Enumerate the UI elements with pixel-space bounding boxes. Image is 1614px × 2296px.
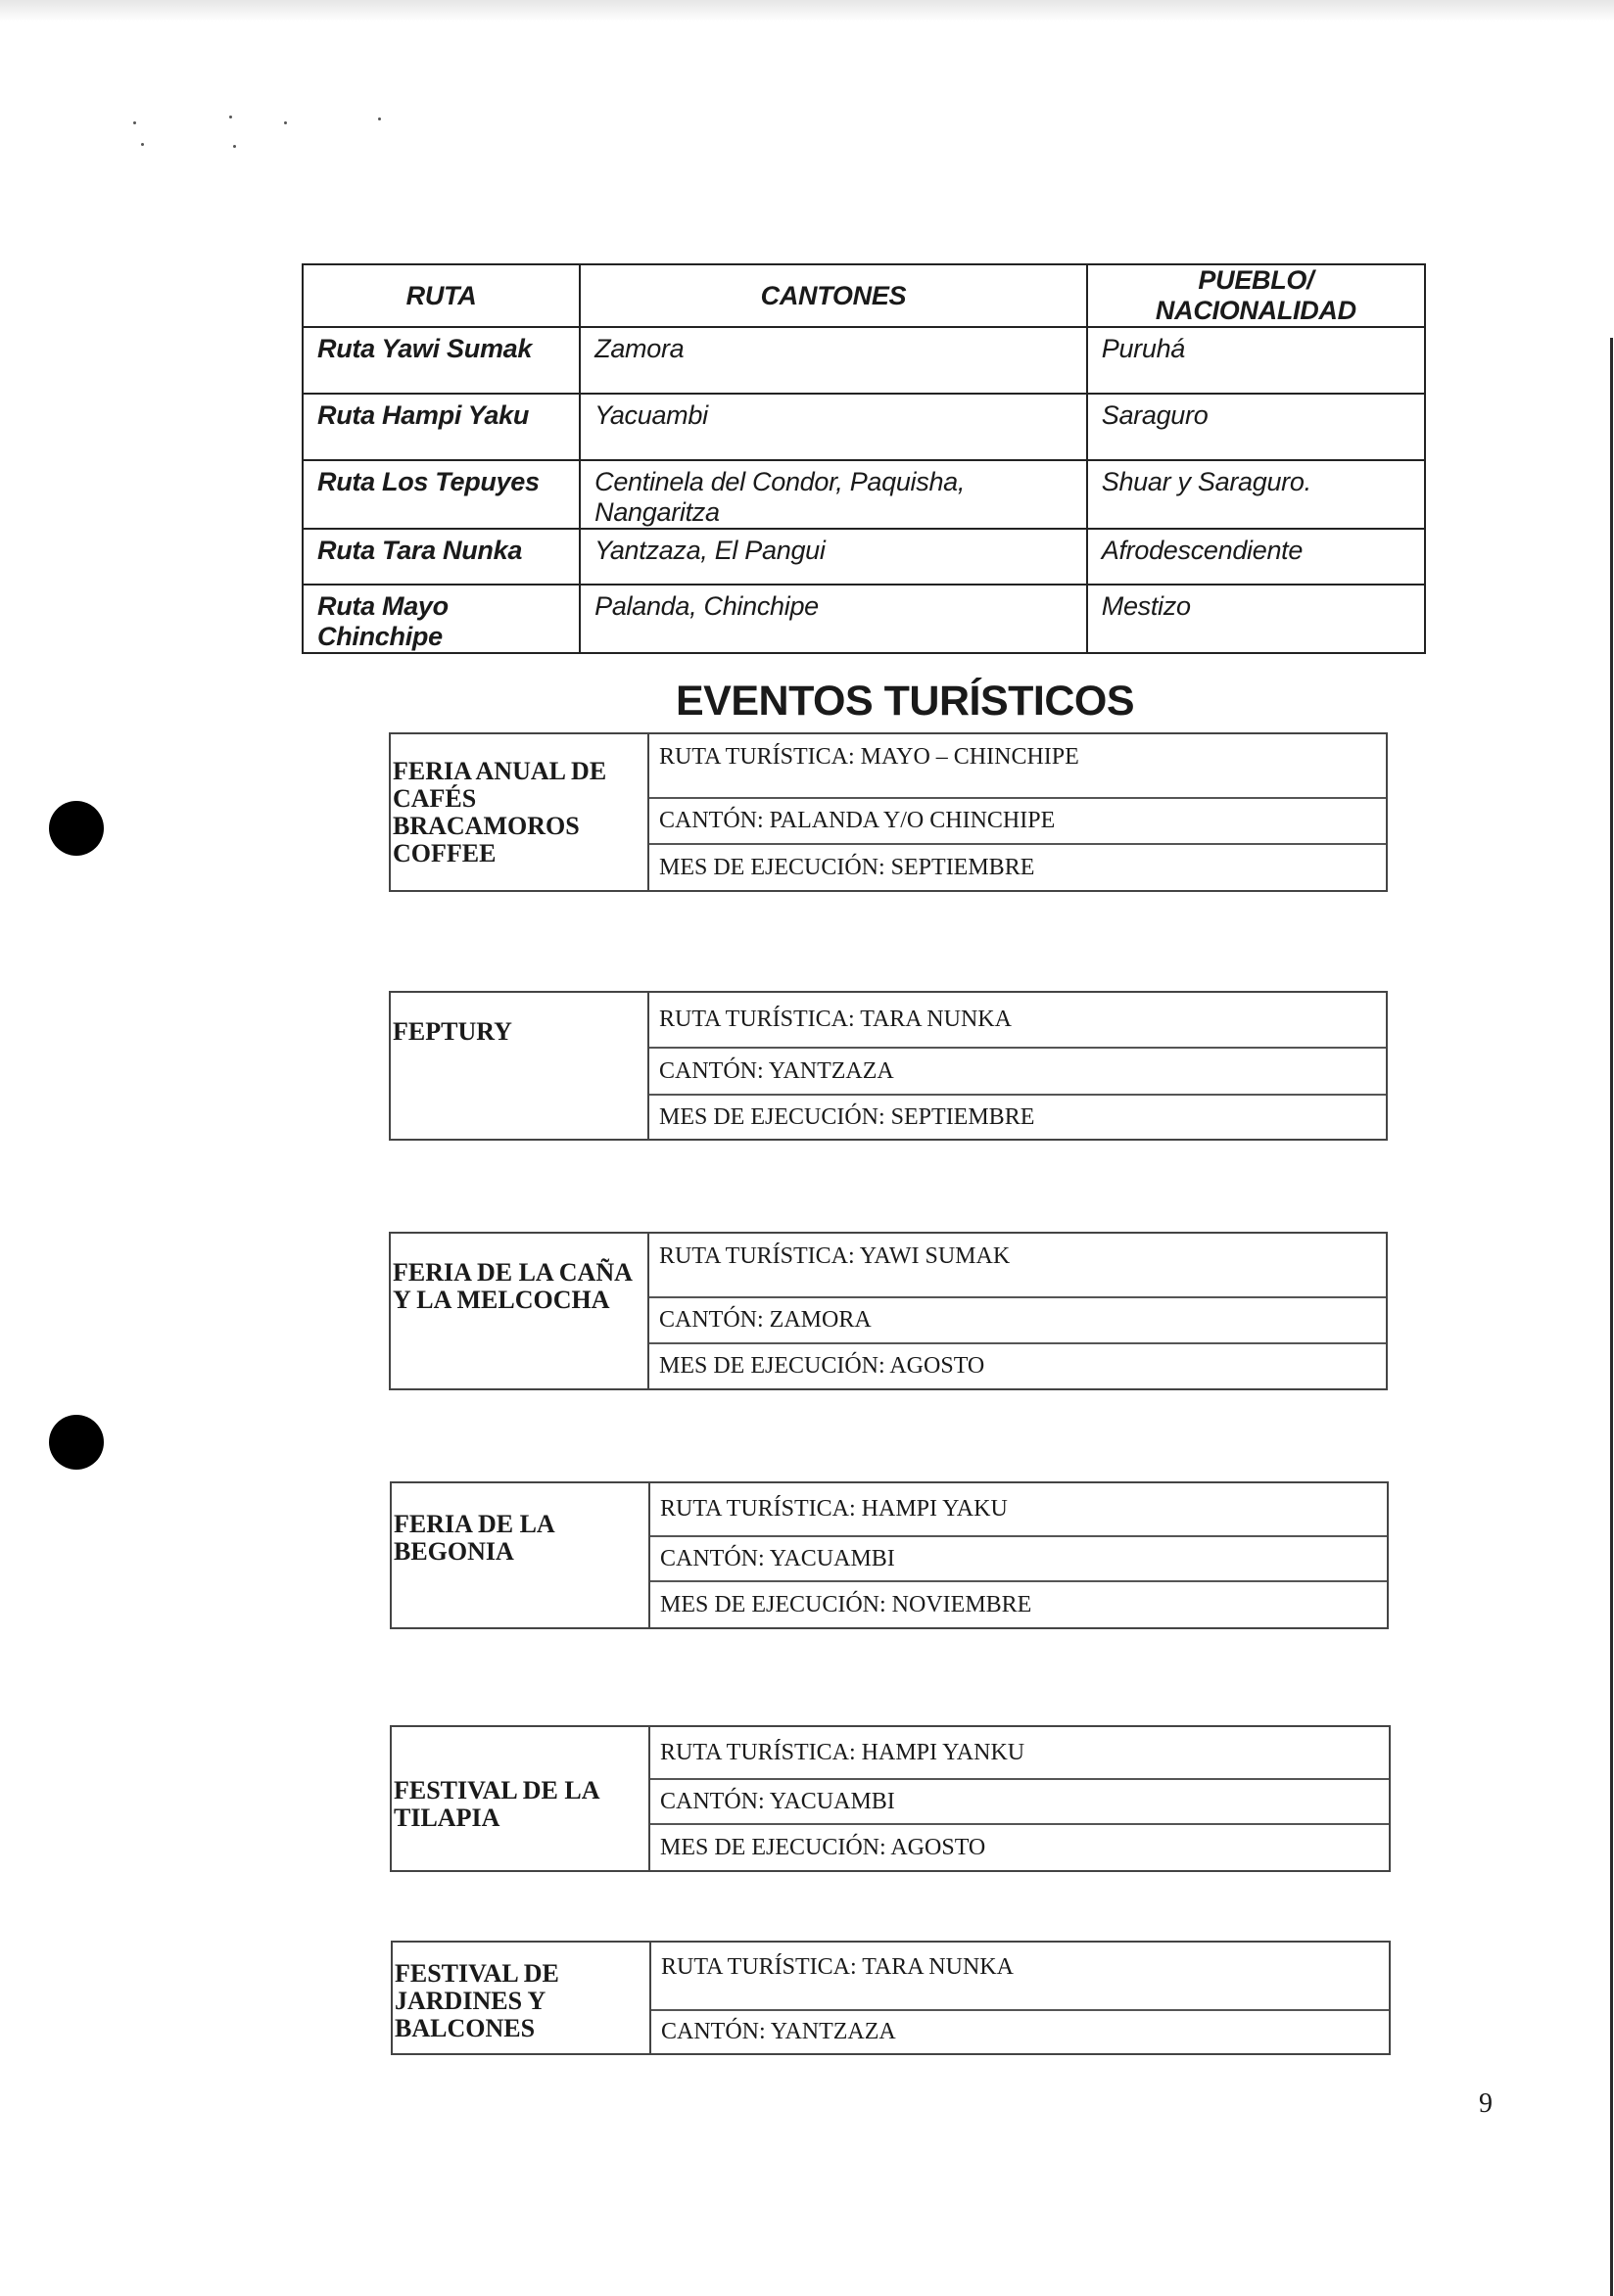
event-details [649,734,1386,890]
header-ruta: RUTA [303,264,580,327]
table-row [303,585,1425,653]
event-card [389,732,1388,892]
event-name-cell [393,1943,651,2053]
cantons-cell: Centinela del Condor, Paquisha, Nangaritza [580,460,1087,529]
event-details [649,993,1386,1139]
event-canton: CANTÓN: YACUAMBI [650,1780,1389,1825]
table-row [303,529,1425,585]
scan-top-edge [0,0,1614,22]
event-month: MES DE EJECUCIÓN: SEPTIEMBRE [659,1103,1035,1130]
people-cell: Saraguro [1087,394,1425,460]
event-card [390,1481,1389,1629]
event-route: RUTA TURÍSTICA: HAMPI YAKU [650,1483,1387,1537]
event-canton: CANTÓN: PALANDA Y/O CHINCHIPE [649,799,1386,845]
event-card [391,1941,1391,2055]
event-route: RUTA TURÍSTICA: TARA NUNKA [651,1943,1389,2011]
event-month: MES DE EJECUCIÓN: SEPTIEMBRE [659,854,1035,880]
event-name: FESTIVAL DE JARDINES Y BALCONES [395,1959,559,2042]
event-canton: CANTÓN: YANTZAZA [661,2019,896,2044]
event-name-cell [391,993,649,1139]
people-cell: Shuar y Saraguro. [1087,460,1425,529]
event-month: MES DE EJECUCIÓN: AGOSTO [659,1353,985,1379]
event-name-cell [392,1727,650,1870]
event-name: FERIA DE LA CAÑA Y LA MELCOCHA [393,1258,633,1314]
event-canton: CANTÓN: YACUAMBI [650,1537,1387,1582]
event-details [650,1727,1389,1870]
event-name: FESTIVAL DE LA TILAPIA [394,1776,600,1832]
cantons-cell: Yacuambi [580,394,1087,460]
event-route: RUTA TURÍSTICA: TARA NUNKA [649,993,1386,1049]
event-card [389,1232,1388,1390]
people-cell: Afrodescendiente [1087,529,1425,585]
page-number: 9 [1479,2088,1493,2119]
event-card [389,991,1388,1141]
route-cell: Ruta Yawi Sumak [303,327,580,394]
event-details [651,1943,1389,2053]
event-route: RUTA TURÍSTICA: YAWI SUMAK [649,1234,1386,1298]
routes-table [302,263,1426,654]
event-route: RUTA TURÍSTICA: MAYO – CHINCHIPE [649,734,1386,799]
cantons-cell: Yantzaza, El Pangui [580,529,1087,585]
punch-hole-top [49,801,104,856]
header-pueblo: PUEBLO/ NACIONALIDAD [1087,264,1425,327]
table-row [303,394,1425,460]
event-details [650,1483,1387,1627]
section-title: EVENTOS TURÍSTICOS [675,678,1135,725]
route-cell: Ruta Hampi Yaku [303,394,580,460]
scan-specks [127,108,402,166]
cantons-cell: Palanda, Chinchipe [580,585,1087,653]
route-cell: Ruta Los Tepuyes [303,460,580,529]
event-month: MES DE EJECUCIÓN: AGOSTO [660,1834,986,1860]
event-name-cell [392,1483,650,1627]
route-cell: Ruta Tara Nunka [303,529,580,585]
event-canton: CANTÓN: ZAMORA [649,1298,1386,1344]
event-name: FEPTURY [393,1017,512,1046]
event-name: FERIA DE LA BEGONIA [394,1510,555,1566]
event-card [390,1725,1391,1872]
table-row [303,327,1425,394]
header-cantones: CANTONES [580,264,1087,327]
people-cell: Puruhá [1087,327,1425,394]
routes-table-header [303,264,1425,327]
table-row [303,460,1425,529]
event-name: FERIA ANUAL DE CAFÉS BRACAMOROS COFFEE [393,756,607,867]
event-canton: CANTÓN: YANTZAZA [649,1049,1386,1096]
event-name-cell [391,734,649,890]
event-name-cell [391,1234,649,1388]
event-route: RUTA TURÍSTICA: HAMPI YANKU [650,1727,1389,1780]
event-details [649,1234,1386,1388]
event-month: MES DE EJECUCIÓN: NOVIEMBRE [660,1591,1032,1617]
scan-right-edge-line [1610,338,1613,2296]
punch-hole-bottom [49,1415,104,1470]
people-cell: Mestizo [1087,585,1425,653]
cantons-cell: Zamora [580,327,1087,394]
route-cell: Ruta Mayo Chinchipe [303,585,580,653]
